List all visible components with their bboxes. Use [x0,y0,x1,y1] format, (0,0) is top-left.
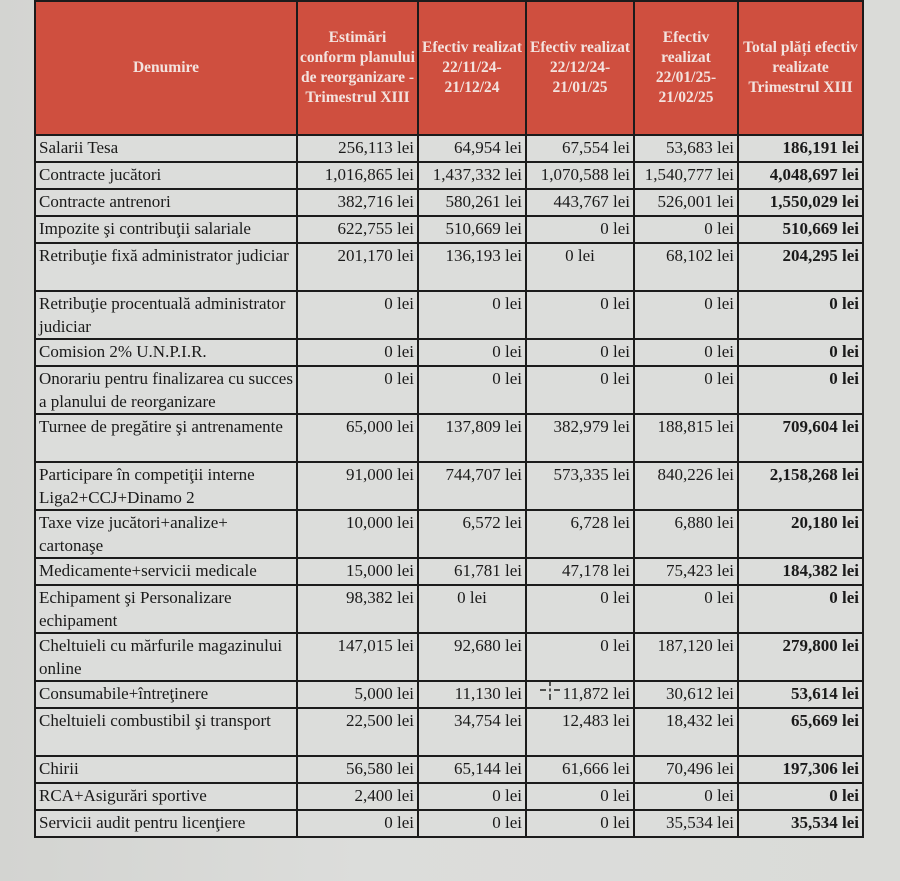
total-cell: 186,191 lei [738,135,863,162]
period-2-cell: 382,979 lei [526,414,634,462]
row-name-cell: Taxe vize jucători+analize+ cartonaşe [35,510,297,558]
row-name-cell: Comision 2% U.N.P.I.R. [35,339,297,366]
period-2-cell: 0 lei [526,585,634,633]
period-1-cell: 136,193 lei [418,243,526,291]
total-cell: 1,550,029 lei [738,189,863,216]
period-1-cell: 65,144 lei [418,756,526,783]
estimate-cell: 15,000 lei [297,558,418,585]
total-cell: 35,534 lei [738,810,863,837]
period-2-cell: 61,666 lei [526,756,634,783]
total-cell: 0 lei [738,366,863,414]
period-2-cell: 443,767 lei [526,189,634,216]
table-row [35,510,863,558]
estimate-cell: 56,580 lei [297,756,418,783]
period-1-cell: 580,261 lei [418,189,526,216]
row-name-cell: Retribuţie fixă administrator judiciar [35,243,297,291]
table-row [35,681,863,708]
period-1-cell: 0 lei [418,366,526,414]
table-row [35,243,863,291]
period-1-cell: 61,781 lei [418,558,526,585]
total-cell: 2,158,268 lei [738,462,863,510]
header-total: Total plăți efectiv realizate Trimestrul XIII [738,1,863,135]
row-name-cell: Cheltuieli cu mărfurile magazinului online [35,633,297,681]
estimate-cell: 98,382 lei [297,585,418,633]
period-1-cell: 0 lei [418,783,526,810]
table-row [35,189,863,216]
period-2-cell: 0 lei [526,339,634,366]
table-row [35,462,863,510]
period-3-cell: 35,534 lei [634,810,738,837]
period-3-cell: 30,612 lei [634,681,738,708]
period-1-cell: 0 lei [418,291,526,339]
period-3-cell: 1,540,777 lei [634,162,738,189]
table-row [35,366,863,414]
period-3-cell: 0 lei [634,339,738,366]
period-3-cell: 0 lei [634,585,738,633]
table-row [35,558,863,585]
estimate-cell: 2,400 lei [297,783,418,810]
period-3-cell: 75,423 lei [634,558,738,585]
period-1-cell: 11,130 lei [418,681,526,708]
period-2-cell: 47,178 lei [526,558,634,585]
row-name-cell: Servicii audit pentru licenţiere [35,810,297,837]
budget-table [34,0,864,838]
period-2-cell: 67,554 lei [526,135,634,162]
estimate-cell: 1,016,865 lei [297,162,418,189]
total-cell: 65,669 lei [738,708,863,756]
period-2-cell: 0 lei [526,366,634,414]
period-1-cell: 0 lei [418,585,526,633]
period-2-cell: 0 lei [526,633,634,681]
period-1-cell: 0 lei [418,810,526,837]
table-row [35,135,863,162]
table-row [35,216,863,243]
total-cell: 0 lei [738,339,863,366]
period-3-cell: 68,102 lei [634,243,738,291]
row-name-cell: Onorariu pentru finalizarea cu succes a planului de reorganizare [35,366,297,414]
total-cell: 53,614 lei [738,681,863,708]
total-cell: 197,306 lei [738,756,863,783]
table-row [35,708,863,756]
period-3-cell: 6,880 lei [634,510,738,558]
period-3-cell: 0 lei [634,783,738,810]
header-estimate: Estimări conform planului de reorganizare - Trimestrul XIII [297,1,418,135]
estimate-cell: 0 lei [297,810,418,837]
total-cell: 20,180 lei [738,510,863,558]
period-3-cell: 187,120 lei [634,633,738,681]
period-3-cell: 70,496 lei [634,756,738,783]
period-2-cell: 12,483 lei [526,708,634,756]
period-1-cell: 137,809 lei [418,414,526,462]
row-name-cell: Contracte antrenori [35,189,297,216]
header-period-1: Efectiv realizat 22/11/24-21/12/24 [418,1,526,135]
period-3-cell: 840,226 lei [634,462,738,510]
period-2-cell: 0 lei [526,810,634,837]
total-cell: 0 lei [738,291,863,339]
row-name-cell: RCA+Asigurări sportive [35,783,297,810]
period-3-cell: 0 lei [634,366,738,414]
period-1-cell: 0 lei [418,339,526,366]
period-1-cell: 64,954 lei [418,135,526,162]
period-2-cell: 6,728 lei [526,510,634,558]
table-row [35,783,863,810]
row-name-cell: Chirii [35,756,297,783]
period-3-cell: 18,432 lei [634,708,738,756]
header-row [35,1,863,135]
row-name-cell: Consumabile+întreţinere [35,681,297,708]
estimate-cell: 0 lei [297,291,418,339]
total-cell: 204,295 lei [738,243,863,291]
table-row [35,162,863,189]
period-3-cell: 188,815 lei [634,414,738,462]
header-period-3: Efectiv realizat 22/01/25-21/02/25 [634,1,738,135]
estimate-cell: 147,015 lei [297,633,418,681]
table-row [35,585,863,633]
period-1-cell: 510,669 lei [418,216,526,243]
period-1-cell: 34,754 lei [418,708,526,756]
estimate-cell: 201,170 lei [297,243,418,291]
period-1-cell: 744,707 lei [418,462,526,510]
total-cell: 184,382 lei [738,558,863,585]
table-row [35,291,863,339]
estimate-cell: 10,000 lei [297,510,418,558]
period-2-cell: 573,335 lei [526,462,634,510]
row-name-cell: Turnee de pregătire şi antrenamente [35,414,297,462]
total-cell: 4,048,697 lei [738,162,863,189]
estimate-cell: 0 lei [297,366,418,414]
estimate-cell: 91,000 lei [297,462,418,510]
total-cell: 709,604 lei [738,414,863,462]
total-cell: 0 lei [738,585,863,633]
period-3-cell: 526,001 lei [634,189,738,216]
total-cell: 279,800 lei [738,633,863,681]
row-name-cell: Medicamente+servicii medicale [35,558,297,585]
row-name-cell: Salarii Tesa [35,135,297,162]
estimate-cell: 622,755 lei [297,216,418,243]
row-name-cell: Retribuţie procentuală administrator judiciar [35,291,297,339]
estimate-cell: 5,000 lei [297,681,418,708]
period-2-cell: 0 lei [526,783,634,810]
period-2-cell: 1,070,588 lei [526,162,634,189]
period-3-cell: 0 lei [634,291,738,339]
header-denumire: Denumire [35,1,297,135]
period-2-cell: 0 lei [526,243,634,291]
row-name-cell: Impozite şi contribuţii salariale [35,216,297,243]
period-1-cell: 6,572 lei [418,510,526,558]
period-3-cell: 53,683 lei [634,135,738,162]
period-3-cell: 0 lei [634,216,738,243]
row-name-cell: Contracte jucători [35,162,297,189]
estimate-cell: 22,500 lei [297,708,418,756]
estimate-cell: 382,716 lei [297,189,418,216]
row-name-cell: Cheltuieli combustibil şi transport [35,708,297,756]
total-cell: 0 lei [738,783,863,810]
header-period-2: Efectiv realizat 22/12/24-21/01/25 [526,1,634,135]
table-body [35,135,863,837]
period-2-cell: 0 lei [526,216,634,243]
row-name-cell: Echipament şi Personalizare echipament [35,585,297,633]
period-2-cell: 0 lei [526,291,634,339]
table-row [35,810,863,837]
table-row [35,339,863,366]
period-2-cell: 11,872 lei [526,681,634,708]
period-1-cell: 92,680 lei [418,633,526,681]
table-row [35,756,863,783]
estimate-cell: 0 lei [297,339,418,366]
row-name-cell: Participare în competiţii interne Liga2+CCJ+Dinamo 2 [35,462,297,510]
table-row [35,414,863,462]
estimate-cell: 256,113 lei [297,135,418,162]
total-cell: 510,669 lei [738,216,863,243]
period-1-cell: 1,437,332 lei [418,162,526,189]
table-row [35,633,863,681]
estimate-cell: 65,000 lei [297,414,418,462]
